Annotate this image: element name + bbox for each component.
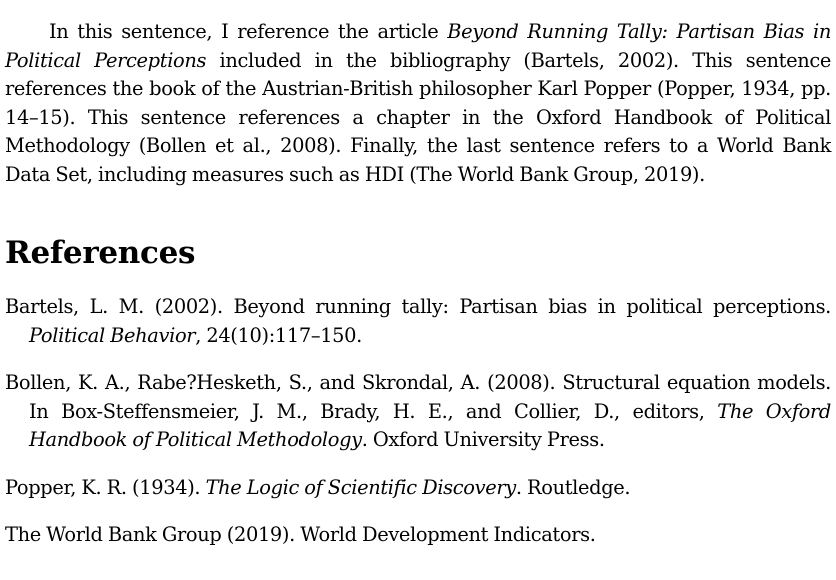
references-heading: References (5, 235, 196, 271)
reference-bartels (5, 293, 831, 350)
reference-bollen (5, 369, 831, 455)
body-text-rest: included in the bibliography (Bartels, 2002). This sentence references the book of the Austrian-British philosopher Karl Popper (Popper, 1934, pp. 14–15). This sentence references a chapter in the Oxford Handbook of Political Methodology (Bollen et al., 2008). Finally, the last sentence refers to a World Bank Data Set, including measures such as HDI (The World Bank Group, 2019). (5, 48, 831, 186)
article-title: Beyond Running Tally: Partisan Bias in Political Perceptions (5, 20, 831, 72)
book-title: The Logic of Scientific Discovery (205, 475, 516, 499)
body-text-start: In this sentence, I reference the article (49, 20, 448, 43)
reference-text: The World Bank Group (2019). World Development Indicators. (5, 523, 596, 546)
reference-text: Bartels, L. M. (2002). Beyond running tally: Partisan bias in political perceptions. (5, 295, 831, 318)
reference-worldbank (5, 521, 831, 550)
body-paragraph (5, 18, 831, 189)
reference-text: Bollen, K. A., Rabe?Hesketh, S., and Skrondal, A. (2008). Structural equation models. In Box-Steffensmeier, J. M., Brady, H. E., and Collier, D., editors, (5, 371, 831, 423)
reference-popper (5, 474, 831, 503)
reference-text: Popper, K. R. (1934). (5, 475, 206, 499)
journal-title: Political Behavior (29, 323, 196, 347)
reference-text: . Routledge. (515, 475, 631, 499)
reference-list (5, 293, 831, 550)
reference-text: , 24(10):117–150. (195, 323, 362, 347)
book-title: The Oxford Handbook of Political Methodology (29, 399, 831, 451)
reference-text: . Oxford University Press. (361, 428, 605, 451)
document-page (5, 18, 831, 569)
